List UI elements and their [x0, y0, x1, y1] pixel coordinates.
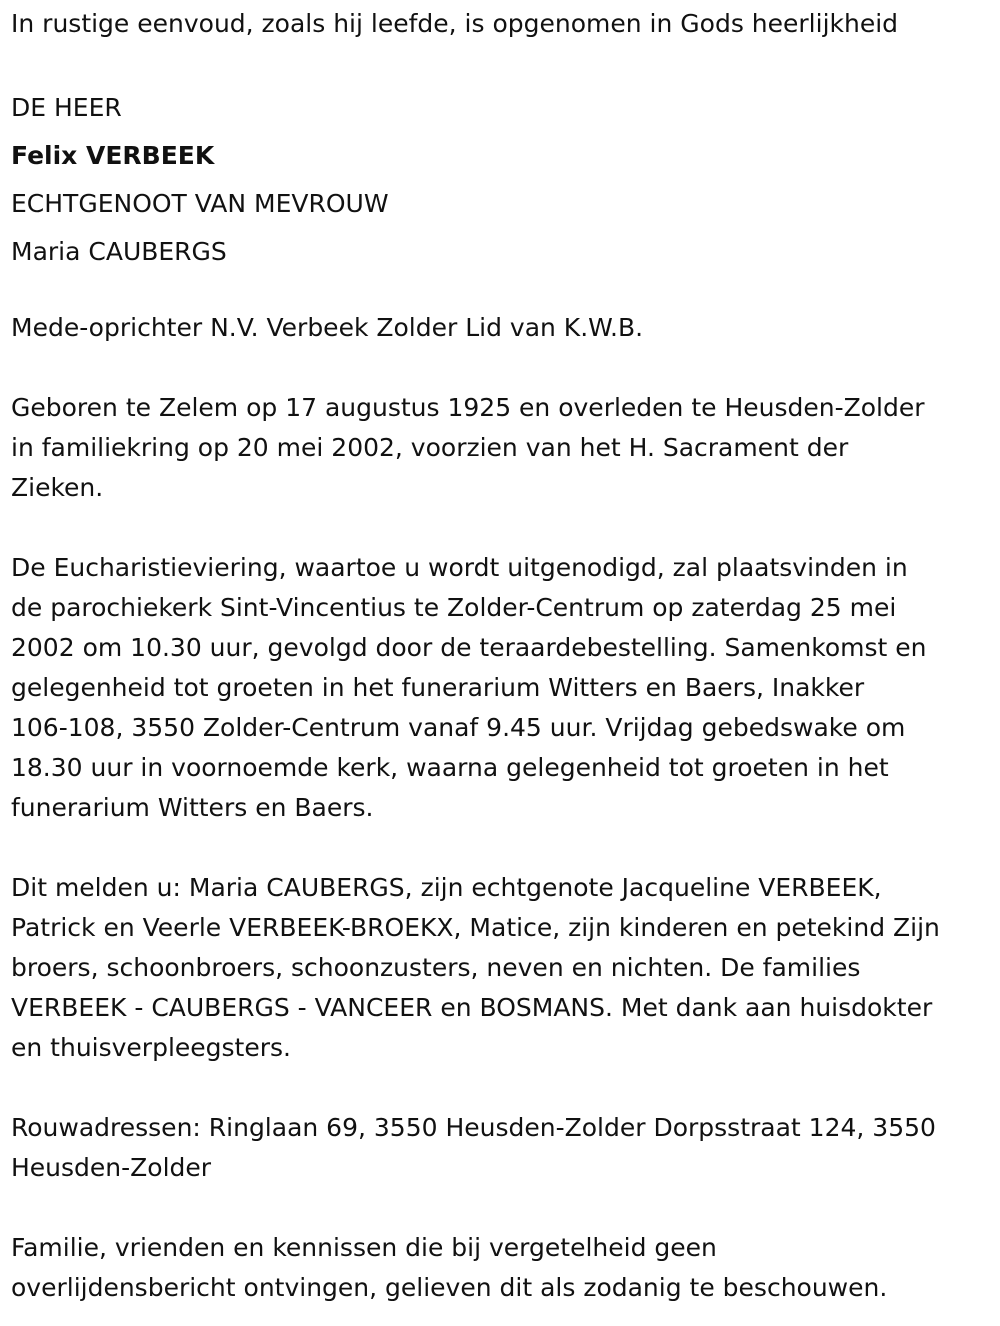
paragraph-line: Patrick en Veerle VERBEEK-BROEKX, Matice, zijn kinderen en petekind Zijn	[11, 913, 940, 942]
obituary-document	[11, 4, 995, 1308]
spouse-name: Maria CAUBERGS	[11, 237, 227, 266]
paragraph-line: Dit melden u: Maria CAUBERGS, zijn echtgenote Jacqueline VERBEEK,	[11, 873, 882, 902]
paragraph-line: overlijdensbericht ontvingen, gelieven dit als zodanig te beschouwen.	[11, 1273, 888, 1302]
paragraph-line: Rouwadressen: Ringlaan 69, 3550 Heusden-Zolder Dorpsstraat 124, 3550	[11, 1113, 936, 1142]
role-text: Mede-oprichter N.V. Verbeek Zolder Lid van K.W.B.	[11, 313, 644, 342]
spacer	[11, 1068, 995, 1108]
spacer	[11, 828, 995, 868]
family-paragraph	[11, 868, 995, 1068]
paragraph-line: funerarium Witters en Baers.	[11, 793, 374, 822]
paragraph-line: De Eucharistieviering, waartoe u wordt uitgenodigd, zal plaatsvinden in	[11, 553, 908, 582]
spacer	[11, 44, 995, 84]
paragraph-line: 106-108, 3550 Zolder-Centrum vanaf 9.45 uur. Vrijdag gebedswake om	[11, 713, 906, 742]
closing-paragraph	[11, 1228, 995, 1308]
paragraph-line: Heusden-Zolder	[11, 1153, 212, 1182]
spacer	[11, 1188, 995, 1228]
paragraph-line: Geboren te Zelem op 17 augustus 1925 en overleden te Heusden-Zolder	[11, 393, 925, 422]
paragraph-line: en thuisverpleegsters.	[11, 1033, 291, 1062]
spouse-label: ECHTGENOOT VAN MEVROUW	[11, 189, 389, 218]
spacer	[11, 508, 995, 548]
ceremony-paragraph	[11, 548, 995, 828]
addresses-paragraph	[11, 1108, 995, 1188]
intro-text: In rustige eenvoud, zoals hij leefde, is opgenomen in Gods heerlijkheid	[11, 9, 899, 38]
paragraph-line: in familiekring op 20 mei 2002, voorzien van het H. Sacrament der	[11, 433, 849, 462]
paragraph-line: VERBEEK - CAUBERGS - VANCEER en BOSMANS. Met dank aan huisdokter	[11, 993, 933, 1022]
honorific-title: DE HEER	[11, 93, 122, 122]
paragraph-line: gelegenheid tot groeten in het funerarium Witters en Baers, Inakker	[11, 673, 865, 702]
paragraph-line: Familie, vrienden en kennissen die bij vergetelheid geen	[11, 1233, 717, 1262]
paragraph-line: Zieken.	[11, 473, 104, 502]
paragraph-line: broers, schoonbroers, schoonzusters, neven en nichten. De families	[11, 953, 861, 982]
spacer	[11, 276, 995, 308]
paragraph-line: de parochiekerk Sint-Vincentius te Zolder-Centrum op zaterdag 25 mei	[11, 593, 897, 622]
spacer	[11, 348, 995, 388]
deceased-name: Felix VERBEEK	[11, 141, 215, 170]
paragraph-line: 18.30 uur in voornoemde kerk, waarna gelegenheid tot groeten in het	[11, 753, 889, 782]
paragraph-line: 2002 om 10.30 uur, gevolgd door de teraardebestelling. Samenkomst en	[11, 633, 927, 662]
deceased-heading	[11, 84, 995, 276]
birth-death-paragraph	[11, 388, 995, 508]
